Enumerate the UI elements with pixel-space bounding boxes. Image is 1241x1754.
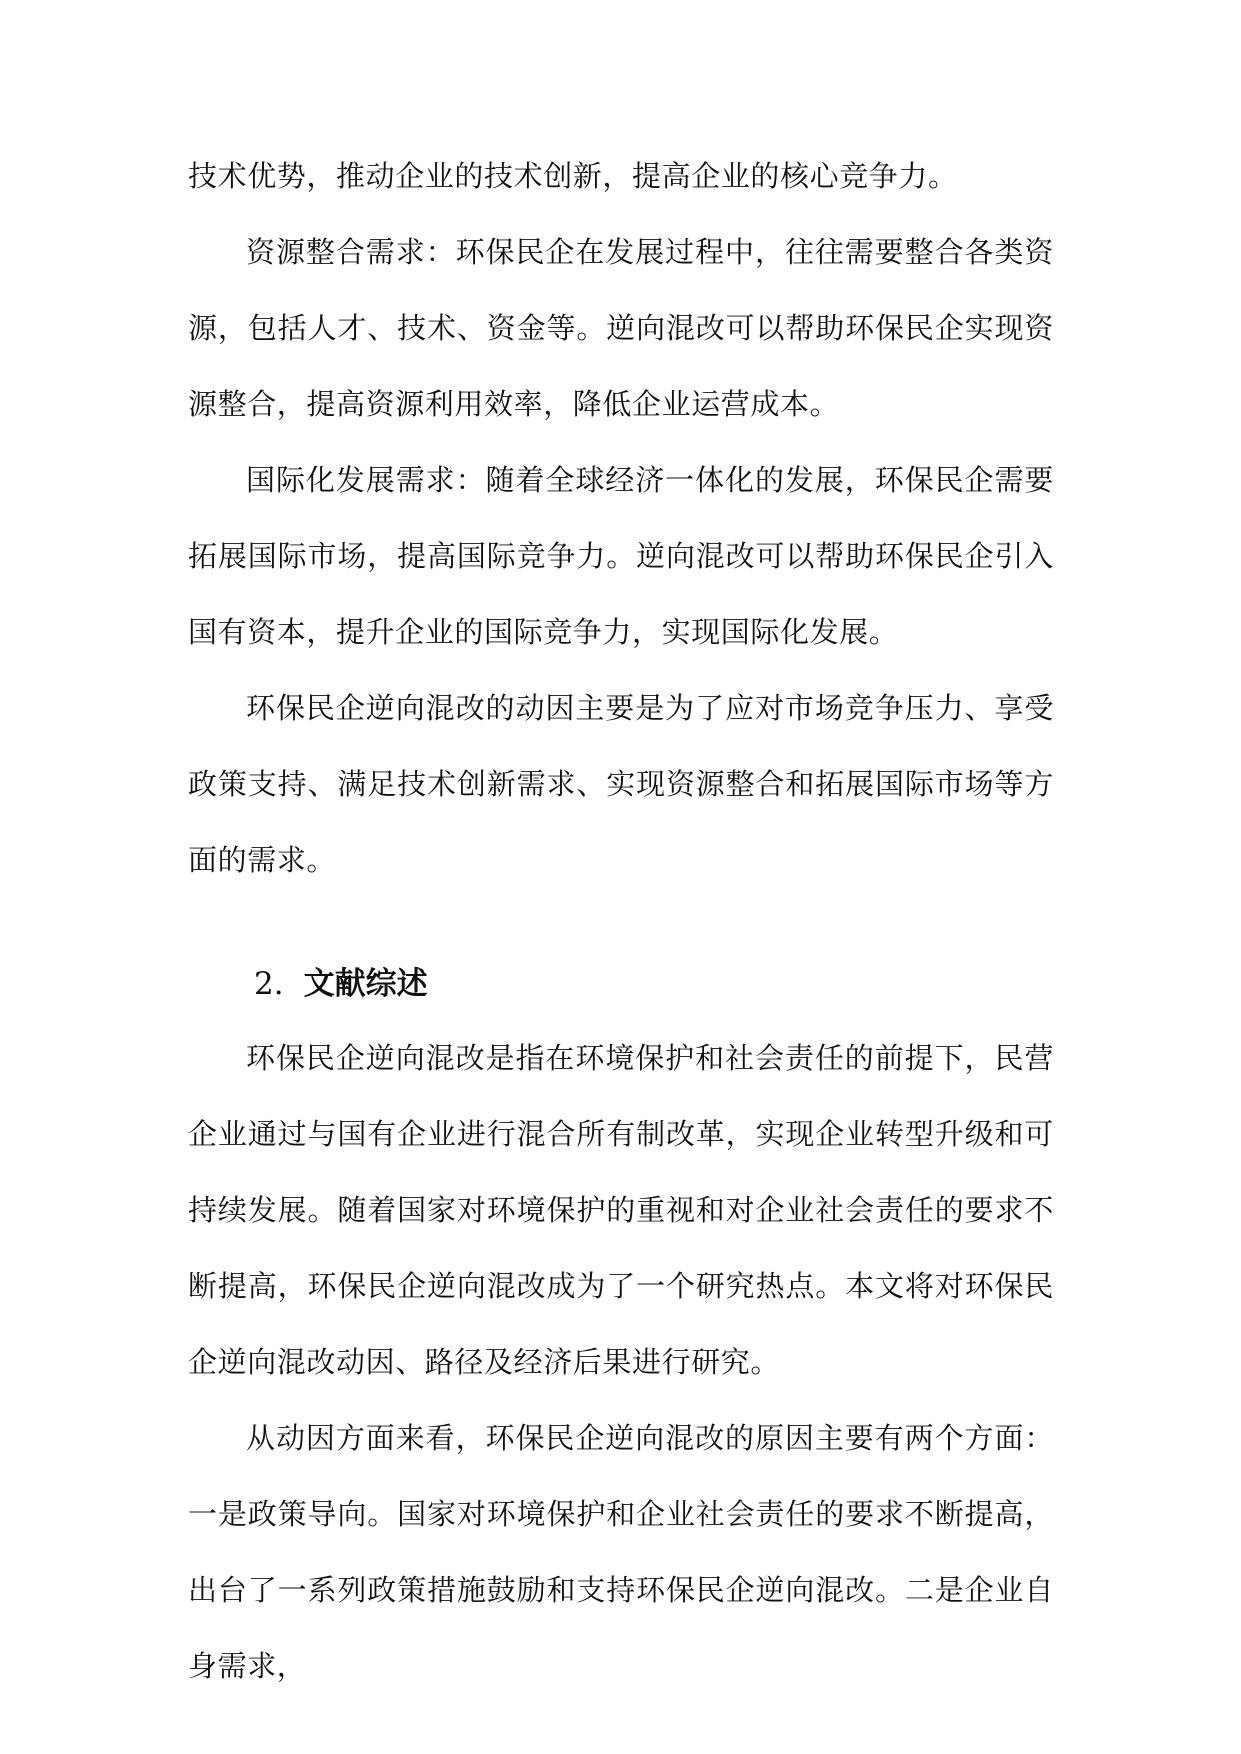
section-heading bbox=[188, 954, 1054, 1014]
paragraph-literature-intro: 环保民企逆向混改是指在环境保护和社会责任的前提下，民营企业通过与国有企业进行混合所有制改革，实现企业转型升级和可持续发展。随着国家对环境保护的重视和对企业社会责任的要求不断提高，环保民企逆向混改成为了一个研究热点。本文将对环保民企逆向混改动因、路径及经济后果进行研究。 bbox=[188, 1041, 1054, 1379]
paragraph-motivation-analysis: 从动因方面来看，环保民企逆向混改的原因主要有两个方面：一是政策导向。国家对环境保护和企业社会责任的要求不断提高，出台了一系列政策措施鼓励和支持环保民企逆向混改。二是企业自身需求， bbox=[188, 1421, 1054, 1683]
document-body bbox=[188, 138, 1054, 1704]
paragraph-motivation-summary: 环保民企逆向混改的动因主要是为了应对市场竞争压力、享受政策支持、满足技术创新需求、实现资源整合和拓展国际市场等方面的需求。 bbox=[188, 691, 1054, 877]
section-number: 2. bbox=[254, 966, 284, 1002]
section-title: 文献综述 bbox=[303, 966, 428, 1002]
paragraph-resource-integration: 资源整合需求：环保民企在发展过程中，往往需要整合各类资源，包括人才、技术、资金等。逆向混改可以帮助环保民企实现资源整合，提高资源利用效率，降低企业运营成本。 bbox=[188, 235, 1054, 421]
paragraph-tech-advantage: 技术优势，推动企业的技术创新，提高企业的核心竞争力。 bbox=[188, 159, 958, 193]
paragraph-internationalization: 国际化发展需求：随着全球经济一体化的发展，环保民企需要拓展国际市场，提高国际竞争力。逆向混改可以帮助环保民企引入国有资本，提升企业的国际竞争力，实现国际化发展。 bbox=[188, 463, 1054, 649]
